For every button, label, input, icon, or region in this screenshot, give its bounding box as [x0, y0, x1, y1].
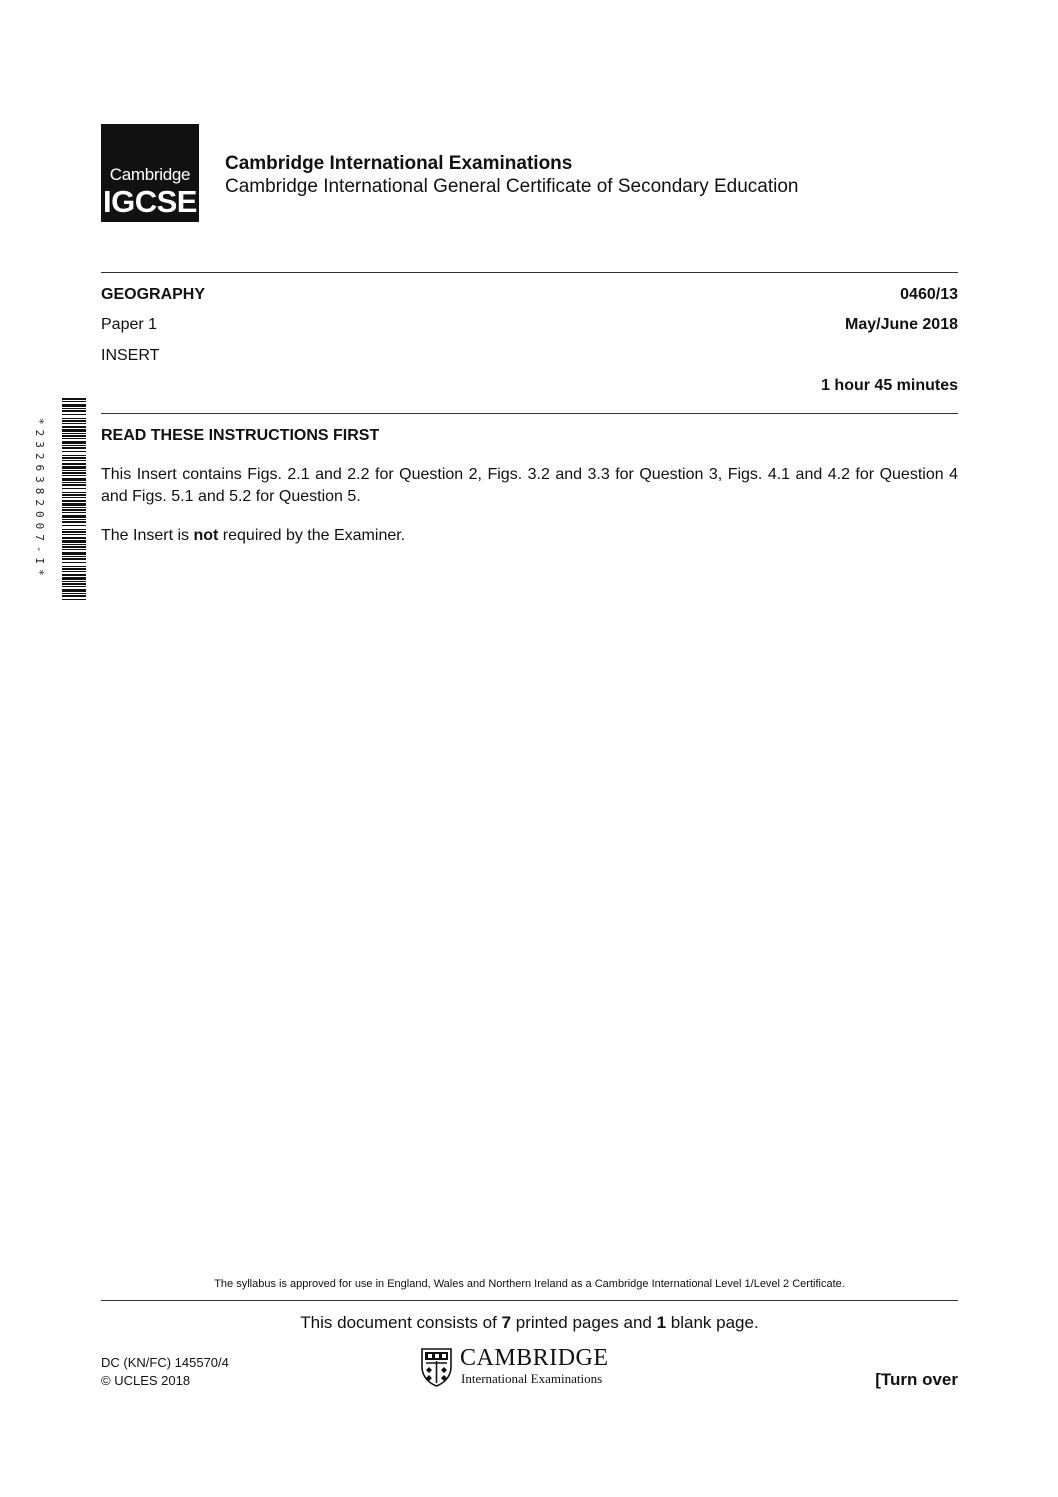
consists-after: blank page. [666, 1313, 759, 1332]
instructions-note [101, 527, 405, 545]
note-text-before: The Insert is [101, 527, 194, 544]
turn-over-label: [Turn over [875, 1370, 958, 1389]
paper-number: Paper 1 [101, 316, 158, 333]
exam-session: May/June 2018 [845, 316, 958, 333]
note-text-bold: not [193, 527, 219, 544]
board-subtitle: Cambridge International General Certificate of Secondary Education [225, 176, 799, 197]
logo-small-text: Cambridge [109, 165, 191, 184]
consists-before: This document consists of [300, 1313, 502, 1332]
top-divider [101, 272, 958, 273]
insert-label: INSERT [101, 347, 160, 364]
copyright-notice: © UCLES 2018 [101, 1373, 191, 1388]
barcode-icon [62, 398, 86, 600]
cambridge-wordmark-subtitle: International Examinations [461, 1371, 603, 1386]
cambridge-crest-icon [420, 1347, 453, 1387]
instructions-divider [101, 413, 958, 414]
instructions-heading: READ THESE INSTRUCTIONS FIRST [101, 427, 380, 444]
document-reference: DC (KN/FC) 145570/4 [101, 1355, 229, 1370]
consists-middle: printed pages and [511, 1313, 657, 1332]
board-title: Cambridge International Examinations [225, 153, 573, 174]
barcode-number: *2326382007-I* [33, 417, 46, 581]
cambridge-wordmark: CAMBRIDGE [460, 1345, 609, 1371]
exam-duration: 1 hour 45 minutes [821, 377, 958, 394]
footer-divider [101, 1300, 958, 1301]
syllabus-statement: The syllabus is approved for use in England, Wales and Northern Ireland as a Cambridge International Level 1/Level 2 Certificate. [214, 1278, 845, 1290]
note-text-after: required by the Examiner. [218, 527, 406, 544]
printed-pages-count: 7 [501, 1313, 512, 1332]
subject-title: GEOGRAPHY [101, 286, 206, 303]
cambridge-igcse-logo [101, 124, 199, 222]
page-count-statement [101, 1313, 958, 1333]
instructions-body: This Insert contains Figs. 2.1 and 2.2 for Question 2, Figs. 3.2 and 3.3 for Question 3, Figs. 4.1 and 4.2 for Question 4 and Figs. 5.1 and 5.2 for Question 5. [101, 466, 958, 505]
logo-big-text: IGCSE [103, 184, 197, 219]
syllabus-code: 0460/13 [900, 286, 958, 303]
blank-pages-count: 1 [656, 1313, 667, 1332]
